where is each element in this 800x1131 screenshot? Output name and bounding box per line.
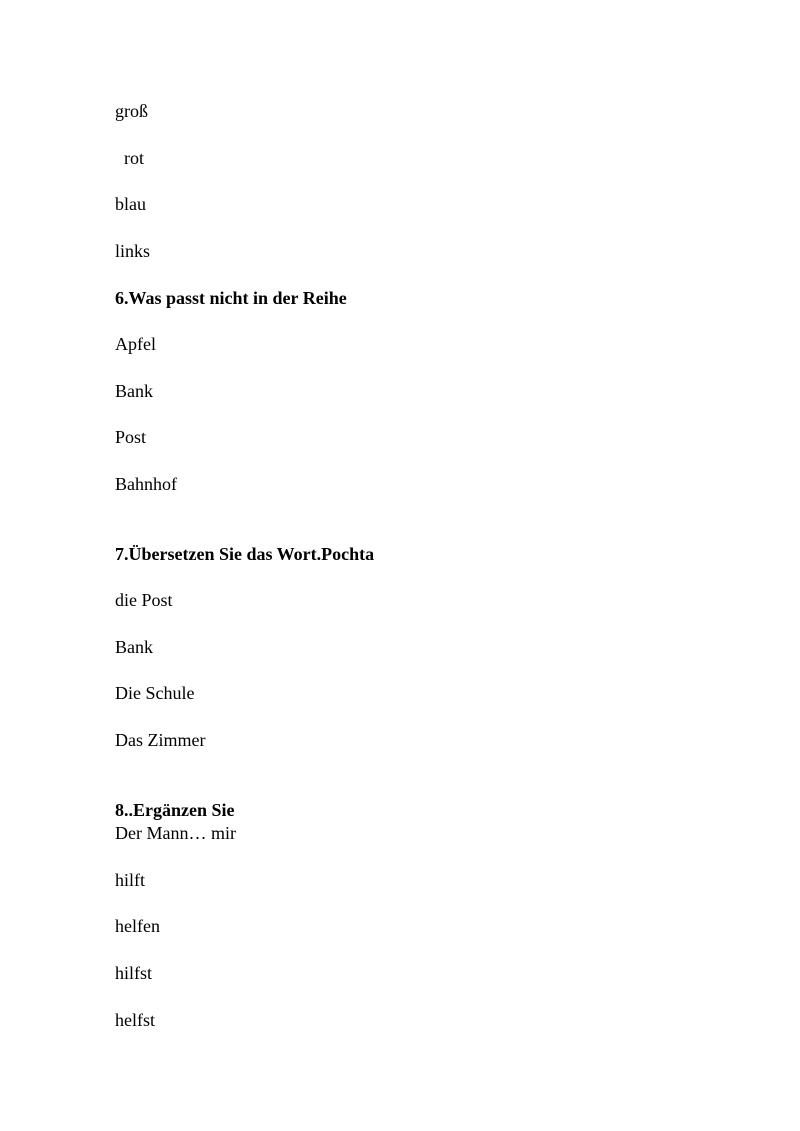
option-gross: groß [115, 101, 148, 121]
question-6-option-3: Post [115, 427, 147, 447]
question-7-option-2: Bank [115, 637, 153, 657]
question-8-option-2: helfen [115, 916, 160, 936]
question-7-option-1: die Post [115, 590, 173, 610]
question-6-option-2: Bank [115, 381, 153, 401]
question-8-option-4: helfst [115, 1010, 155, 1030]
question-6-option-4: Bahnhof [115, 474, 177, 494]
question-7-title: 7.Übersetzen Sie das Wort.Pochta [115, 544, 375, 564]
option-rot: rot [124, 148, 144, 168]
question-7-option-3: Die Schule [115, 683, 195, 703]
question-8-title: 8..Ergänzen Sie [115, 800, 235, 820]
question-8-prompt: Der Mann… mir [115, 823, 236, 843]
option-links: links [115, 241, 151, 261]
question-8-option-1: hilft [115, 870, 145, 890]
question-6-title: 6.Was passt nicht in der Reihe [115, 288, 347, 308]
question-6-option-1: Apfel [115, 334, 156, 354]
question-8-option-3: hilfst [115, 963, 153, 983]
option-blau: blau [115, 194, 146, 214]
question-7-option-4: Das Zimmer [115, 730, 206, 750]
